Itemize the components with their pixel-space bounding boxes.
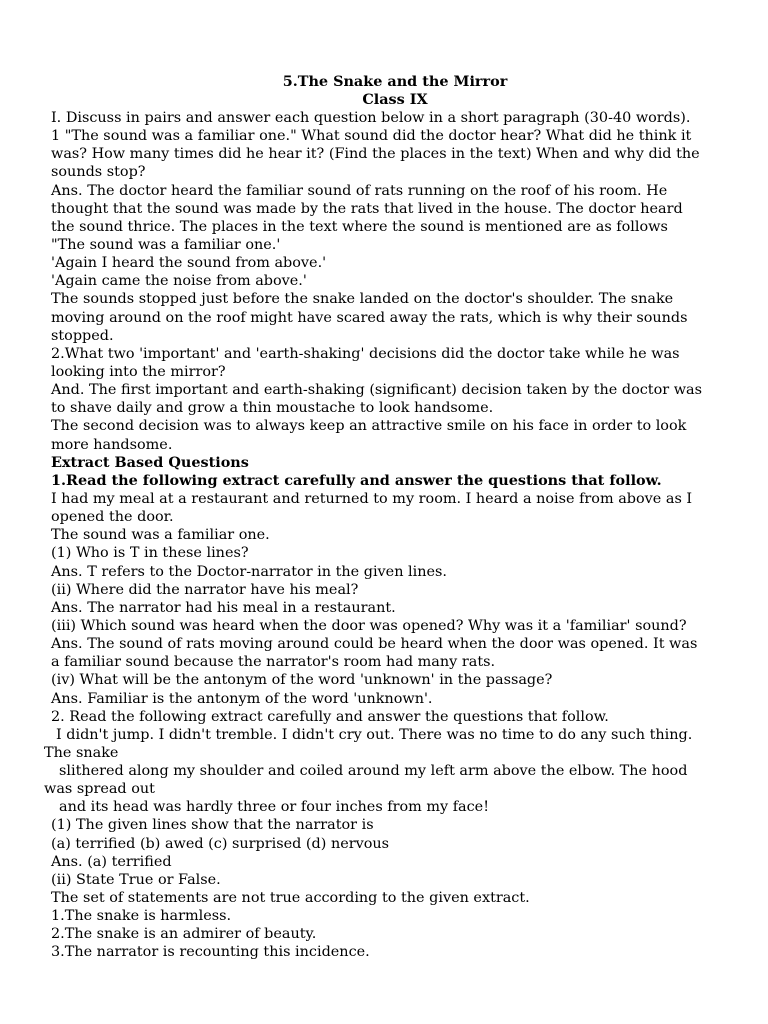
text-line: Ans. The doctor heard the familiar sound of rats running on the roof of his room. He [51,182,668,199]
text-line: And. The first important and earth-shaking (significant) decision taken by the doctor was [51,382,702,399]
text-line: The sound was a familiar one. [51,527,270,544]
text-line: Ans. (a) terrified [51,853,172,870]
text-line: The sounds stopped just before the snake landed on the doctor's shoulder. The snake [51,291,674,308]
text-line: The set of statements are not true according to the given extract. [51,890,530,907]
text-line: moving around on the roof might have scared away the rats, which is why their sounds [51,309,688,326]
text-line: Extract Based Questions [51,453,249,471]
text-line: 'Again came the noise from above.' [51,273,307,290]
text-line: the sound thrice. The places in the text where the sound is mentioned are as follows [51,218,668,235]
text-line: Ans. The sound of rats moving around could be heard when the door was opened. It was [51,636,698,653]
text-line: was? How many times did he hear it? (Find the places in the text) When and why did the [51,146,700,163]
text-line: I didn't jump. I didn't tremble. I didn't cry out. There was no time to do any such thing. [56,726,693,743]
text-line: stopped. [51,327,114,344]
text-line: (ii) Where did the narrator have his meal? [51,581,359,598]
text-line: Ans. T refers to the Doctor-narrator in the given lines. [51,563,447,580]
text-line: Ans. The narrator had his meal in a restaurant. [51,599,396,616]
text-line: (iv) What will be the antonym of the word 'unknown' in the passage? [51,672,553,689]
text-line: I. Discuss in pairs and answer each question below in a short paragraph (30-40 words). [51,110,691,126]
text-line: was spread out [44,781,155,798]
text-line: 3.The narrator is recounting this incidence. [51,944,370,961]
text-line: 2. Read the following extract carefully and answer the questions that follow. [51,708,609,725]
text-line: The second decision was to always keep an attractive smile on his face in order to look [51,418,687,435]
text-line: looking into the mirror? [51,363,226,380]
text-line: The snake [44,744,119,761]
text-line: and its head was hardly three or four inches from my face! [59,799,489,816]
text-line: 1 "The sound was a familiar one." What sound did the doctor hear? What did he think it [51,128,692,145]
text-line: (1) Who is T in these lines? [51,545,249,562]
text-line: 1.The snake is harmless. [51,908,232,925]
text-line: Ans. Familiar is the antonym of the word 'unknown'. [51,690,433,707]
text-line: 'Again I heard the sound from above.' [51,255,327,272]
text-line: I had my meal at a restaurant and returned to my room. I heard a noise from above as I [51,490,693,507]
text-line: (a) terrified (b) awed (c) surprised (d) nervous [51,835,390,852]
text-line: "The sound was a familiar one.' [51,236,281,253]
document-title: 5.The Snake and the Mirror [282,73,508,90]
text-line: (iii) Which sound was heard when the door was opened? Why was it a 'familiar' sound? [51,617,687,634]
text-line: sounds stop? [51,164,146,181]
text-line: slithered along my shoulder and coiled around my left arm above the elbow. The hood [59,763,688,780]
text-line: a familiar sound because the narrator's room had many rats. [51,654,496,671]
document-subtitle: Class IX [362,91,428,108]
text-line: 2.What two 'important' and 'earth-shaking' decisions did the doctor take while he was [51,345,680,362]
text-line: thought that the sound was made by the rats that lived in the house. The doctor heard [51,200,683,217]
text-line: (ii) State True or False. [51,871,221,888]
text-line: (1) The given lines show that the narrator is [51,817,374,834]
text-line: opened the door. [51,509,174,526]
text-line: more handsome. [51,436,173,453]
text-line: 1.Read the following extract carefully and answer the questions that follow. [51,471,662,489]
text-line: to shave daily and grow a thin moustache to look handsome. [51,400,494,417]
text-line: 2.The snake is an admirer of beauty. [51,926,317,943]
document-body [44,109,751,962]
